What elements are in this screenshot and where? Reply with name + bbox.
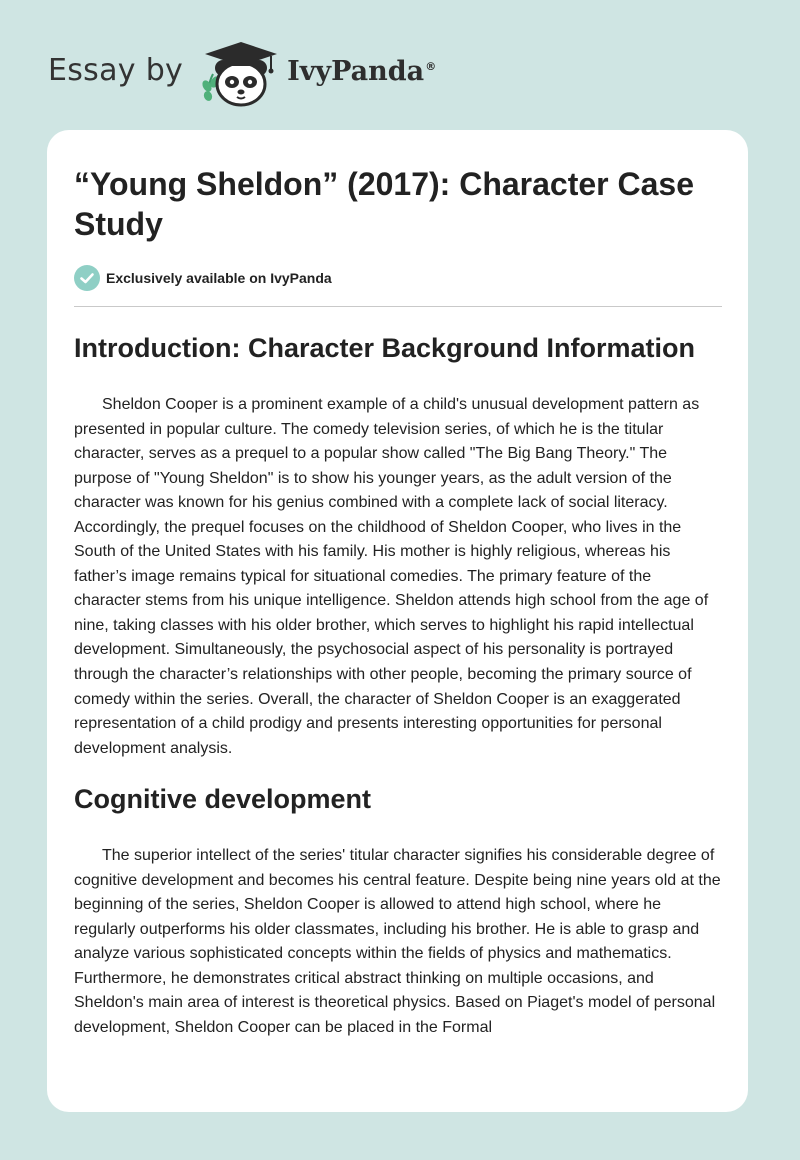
essay-title: “Young Sheldon” (2017): Character Case Study xyxy=(74,166,694,242)
title-divider xyxy=(74,306,722,307)
section-heading: Introduction: Character Background Information xyxy=(74,333,696,363)
section-introduction xyxy=(74,328,722,761)
essay-card xyxy=(47,130,748,1112)
check-circle-icon xyxy=(74,265,100,291)
brand-name[interactable] xyxy=(287,56,436,87)
site-header xyxy=(48,38,436,108)
panda-graduation-cap-icon[interactable] xyxy=(197,38,283,108)
brand-name-text: IvyPanda xyxy=(287,55,425,87)
section-heading: Cognitive development xyxy=(74,784,372,815)
exclusive-badge xyxy=(74,265,722,291)
registered-mark: ® xyxy=(425,59,437,73)
section-paragraph: Sheldon Cooper is a prominent example of a child's unusual development pattern as presented in popular culture. The comedy television series, of which he is the titular character, serves as a prequel to a popular show called "The Big Bang Theory." The purpose of "Young Sheldon" is to show his younger years, as the adult version of the character was known for his genius combined with a complete lack of social literacy. Accordingly, the prequel focuses on the childhood of Sheldon Cooper, who lives in the South of the United States with his family. His mother is highly religious, whereas his father’s image remains typical for situational comedies. The primary feature of the character stems from his unique intelligence. Sheldon attends high school from the age of nine, taking classes with his older brother, which serves to highlight his rapid intellectual development. Simultaneously, the psychosocial aspect of his personality is portrayed through the character’s relationships with other people, becoming the primary source of comedy within the series. Overall, the character of Sheldon Cooper is an exaggerated representation of a child prodigy and presents interesting opportunities for personal development analysis. xyxy=(74,396,709,757)
essay-by-label: Essay by xyxy=(48,52,184,88)
section-cognitive-development xyxy=(74,779,722,1040)
section-paragraph: The superior intellect of the series' titular character signifies his considerable degree of cognitive development and becomes his central feature. Despite being nine years old at the beginning of the series, Sheldon Cooper is allowed to attend high school, where he regularly outperforms his older classmates, including his brother. He is able to grasp and analyze various sophisticated concepts within the fields of physics and mathematics. Furthermore, he demonstrates critical abstract thinking on multiple occasions, and Sheldon's main area of interest is theoretical physics. Based on Piaget's model of personal development, Sheldon Cooper can be placed in the Formal xyxy=(74,847,721,1037)
exclusive-label: Exclusively available on IvyPanda xyxy=(106,270,332,286)
